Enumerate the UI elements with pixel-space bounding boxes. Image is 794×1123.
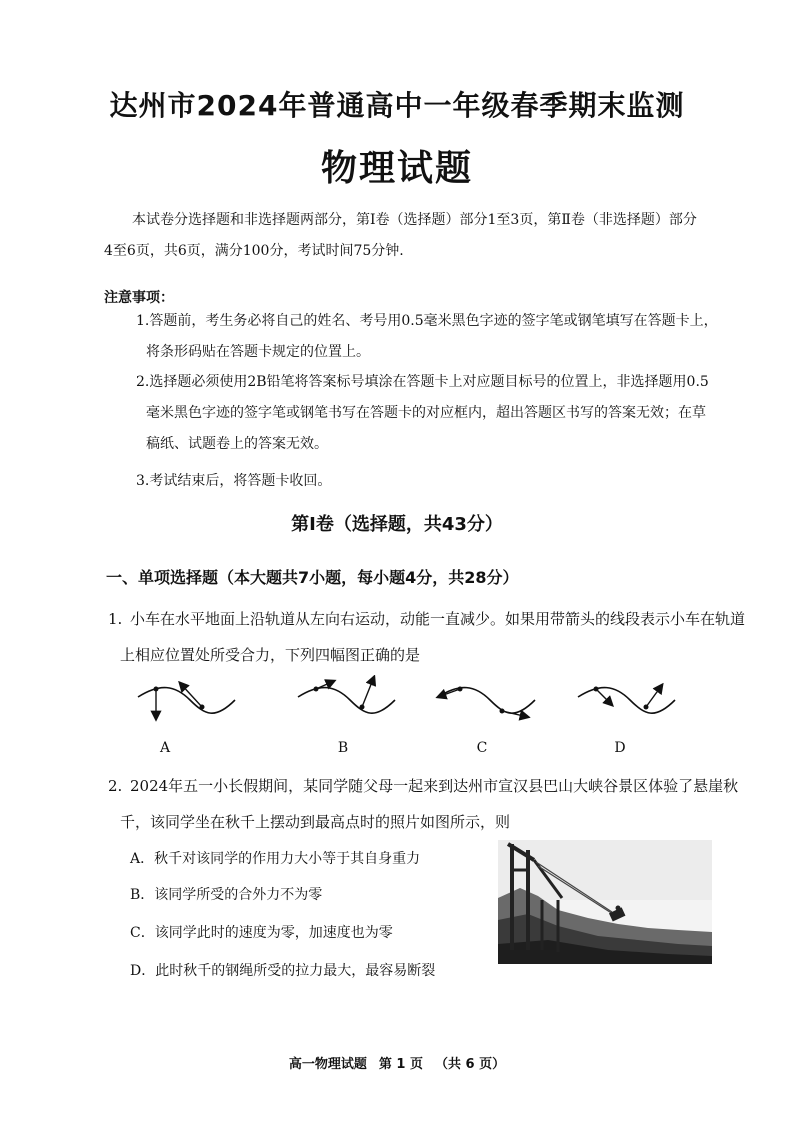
diagram-c <box>438 687 535 718</box>
notice-item-3: 3.考试结束后，将答题卡收回。 <box>136 473 332 489</box>
notice-item-1 <box>136 306 776 368</box>
question-2-option-b: B．该同学所受的合外力不为零 <box>130 887 323 903</box>
question-2-line-1: 2024年五一小长假期间，某同学随父母一起来到达州市宣汉县巴山大峡谷景区体验了悬崖秋 <box>130 777 739 795</box>
footer-page: 第 1 页 <box>378 1057 423 1072</box>
notice-item-1-line-1: 1.答题前，考生务必将自己的姓名、考号用0.5毫米黑色字迹的签字笔或钢笔填写在答题卡上， <box>136 313 718 329</box>
diagram-d <box>578 685 675 713</box>
question-2-number: 2. <box>108 777 123 795</box>
diagram-label-b: B <box>337 740 349 756</box>
intro-paragraph <box>104 205 784 267</box>
diagram-a <box>138 683 235 719</box>
question-2-line-2: 千，该同学坐在秋千上摆动到最高点时的照片如图所示，则 <box>120 813 511 831</box>
part-title: 第Ⅰ卷（选择题，共43分） <box>291 514 503 535</box>
footer-name: 高一物理试题 <box>288 1057 367 1072</box>
notice-item-2-line-1: 2.选择题必须使用2B铅笔将答案标号填涂在答题卡上对应题目标号的位置上，非选择题用0.5 <box>136 374 709 390</box>
exam-subtitle: 物理试题 <box>320 147 473 189</box>
notice-heading: 注意事项： <box>104 290 174 306</box>
page-footer <box>0 1053 794 1072</box>
question-1 <box>108 601 788 673</box>
notice-item-2 <box>136 367 776 460</box>
diagram-label-d: D <box>614 740 626 756</box>
swing-photo <box>498 840 712 964</box>
question-1-line-1: 小车在水平地面上沿轨道从左向右运动，动能一直减少。如果用带箭头的线段表示小车在轨道 <box>130 610 746 628</box>
question-1-line-2: 上相应位置处所受合力，下列四幅图正确的是 <box>120 646 421 664</box>
exam-title: 达州市2024年普通高中一年级春季期末监测 <box>109 89 685 122</box>
question-2 <box>108 768 788 840</box>
question-2-option-c: C．该同学此时的速度为零，加速度也为零 <box>130 925 393 941</box>
intro-line-1: 本试卷分选择题和非选择题两部分，第Ⅰ卷（选择题）部分1至3页，第Ⅱ卷（非选择题）部分 <box>132 212 697 228</box>
diagram-label-c: C <box>476 740 488 756</box>
question-2-option-a: A．秋千对该同学的作用力大小等于其自身重力 <box>130 851 421 867</box>
notice-item-2-line-3: 稿纸、试题卷上的答案无效。 <box>146 436 328 452</box>
question-1-diagrams <box>130 675 730 735</box>
intro-line-2: 4至6页，共6页，满分100分，考试时间75分钟. <box>104 243 404 259</box>
notice-item-1-line-2: 将条形码贴在答题卡规定的位置上。 <box>146 344 370 360</box>
section-title: 一、单项选择题（本大题共7小题，每小题4分，共28分） <box>106 568 519 587</box>
footer-total: （共 6 页） <box>435 1057 506 1072</box>
notice-item-2-line-2: 毫米黑色字迹的签字笔或钢笔书写在答题卡的对应框内，超出答题区书写的答案无效；在草 <box>146 405 706 421</box>
question-1-number: 1. <box>108 610 123 628</box>
question-2-option-d: D．此时秋千的钢绳所受的拉力最大，最容易断裂 <box>130 963 436 979</box>
diagram-label-a: A <box>159 740 171 756</box>
diagram-b <box>298 677 395 713</box>
